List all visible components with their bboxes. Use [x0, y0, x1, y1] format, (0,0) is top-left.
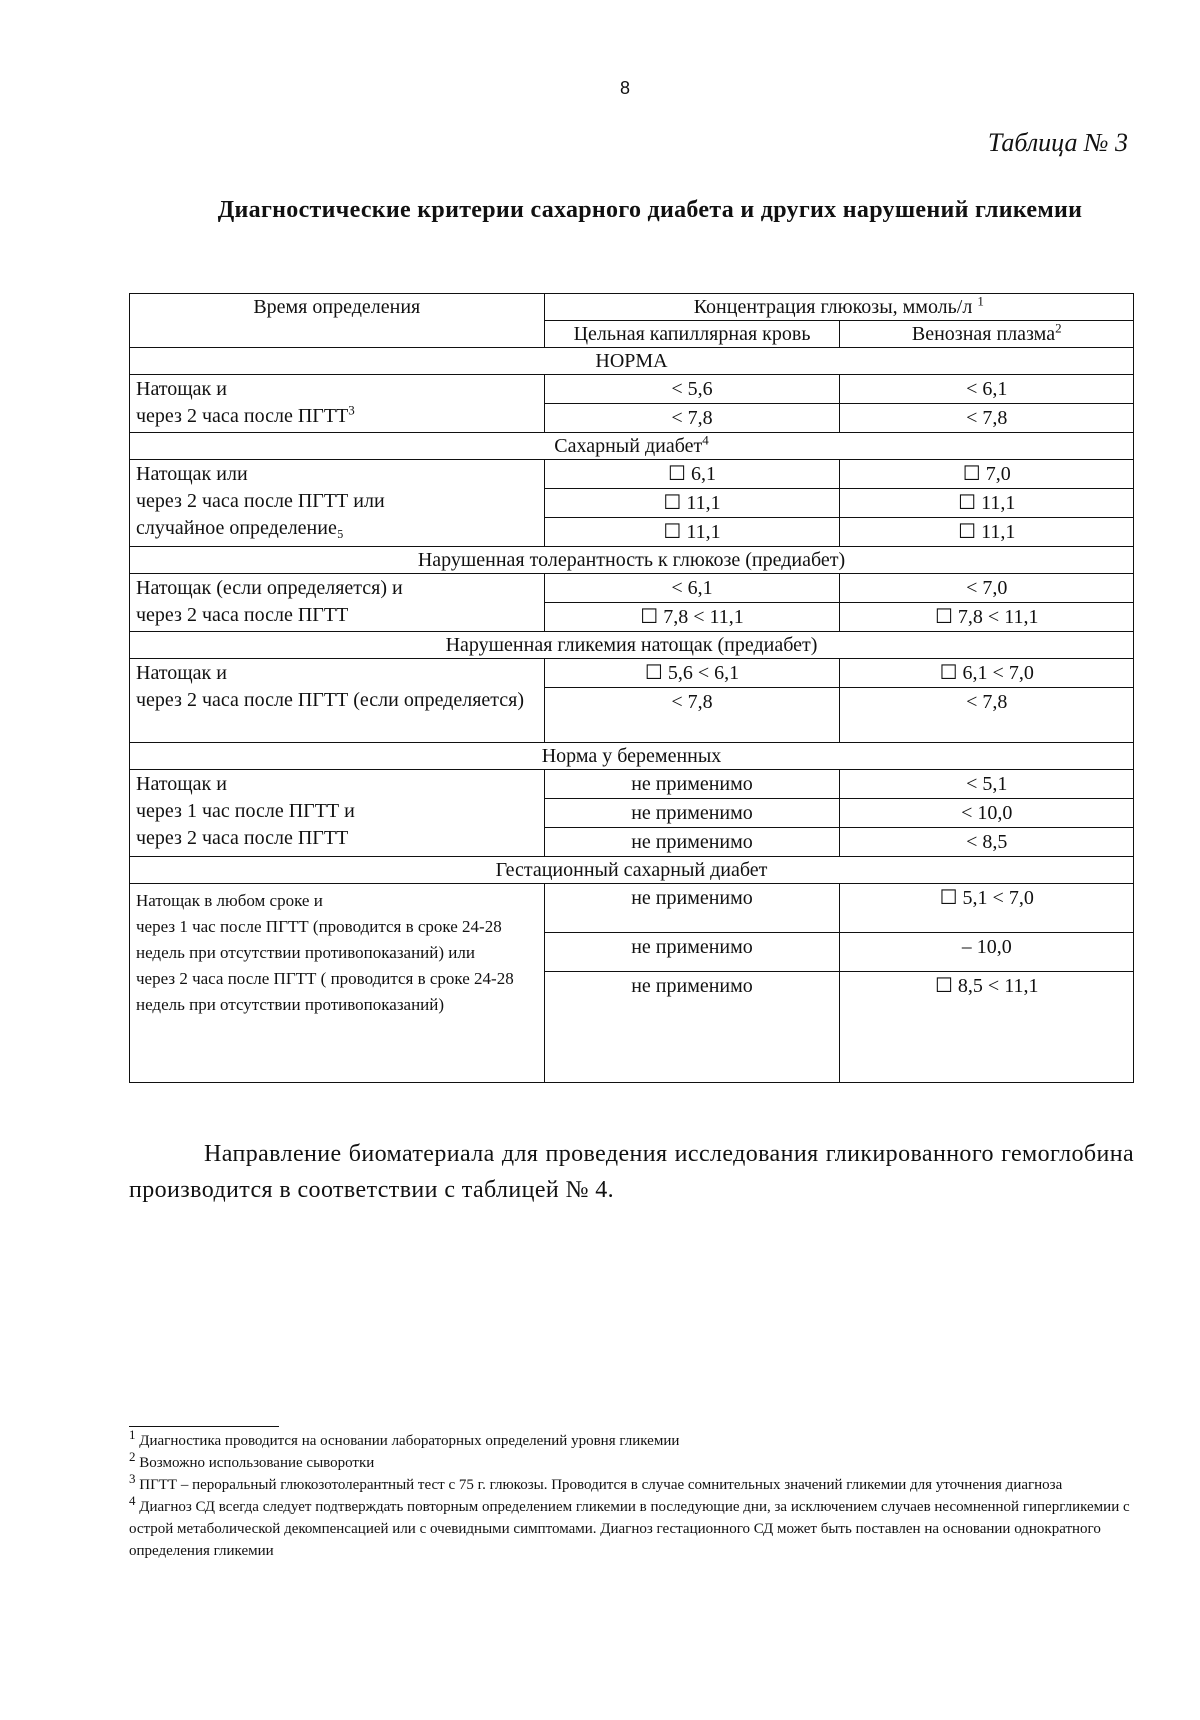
venous-value: < 8,5 [840, 828, 1134, 857]
venous-value: ☐ 5,1 < 7,0 [840, 884, 1134, 933]
capillary-value: < 7,8 [544, 404, 840, 433]
document-title: Диагностические критерии сахарного диабета и других нарушений гликемии [217, 197, 1083, 223]
table-row [130, 460, 1134, 489]
header-venous: Венозная плазма$^2$ [840, 321, 1134, 348]
header-time: Время определения [130, 294, 545, 348]
venous-value: < 5,1 [840, 770, 1134, 799]
diagnostic-criteria-table [129, 293, 1134, 1083]
capillary-value: ☐ 5,6 < 6,1 [544, 659, 840, 688]
capillary-value: ☐ 11,1 [544, 489, 840, 518]
header-concentration: Концентрация глюкозы, ммоль/л $^1$ [544, 294, 1133, 321]
footnote: $^1$ Диагностика проводится на основании лабораторных определений уровня гликемии [129, 1427, 680, 1449]
row-label: Натощак и через 2 часа после ПГТТ (если определяется) [130, 659, 545, 743]
section-row [130, 547, 1134, 574]
venous-value: ☐ 6,1 < 7,0 [840, 659, 1134, 688]
section-gestational-title: Гестационный сахарный диабет [130, 857, 1134, 884]
table-caption: Таблица № 3 [987, 128, 1128, 157]
capillary-value: < 5,6 [544, 375, 840, 404]
capillary-value: ☐ 11,1 [544, 518, 840, 547]
row-label: Натощак и через 2 часа после ПГТТ$^3$ [130, 375, 545, 433]
section-row [130, 433, 1134, 460]
venous-value: < 10,0 [840, 799, 1134, 828]
page-number: 8 [619, 78, 630, 98]
table-row [130, 659, 1134, 688]
venous-value: < 7,0 [840, 574, 1134, 603]
table-row [130, 770, 1134, 799]
row-label: Натощак и через 1 час после ПГТТ и через 2 часа после ПГТТ [130, 770, 545, 857]
venous-value: < 6,1 [840, 375, 1134, 404]
venous-value: ☐ 7,0 [840, 460, 1134, 489]
venous-value: < 7,8 [840, 688, 1134, 743]
section-row [130, 632, 1134, 659]
venous-value: < 7,8 [840, 404, 1134, 433]
section-pregnancy-norm-title: Норма у беременных [130, 743, 1134, 770]
capillary-value: не применимо [544, 799, 840, 828]
capillary-value: < 6,1 [544, 574, 840, 603]
section-row [130, 743, 1134, 770]
capillary-value: < 7,8 [544, 688, 840, 743]
capillary-value: не применимо [544, 770, 840, 799]
footnote: $^4$ Диагноз СД всегда следует подтверждать повторным определением гликемии в последующие дни, за исключением случаев несомненной гипергликемии с острой метаболической декомпенсацией или с очевидными симптомами. Диагноз гестационного СД может быть поставлен на основании однократного определения гликемии [129, 1493, 1130, 1559]
row-label: Натощак в любом сроке и через 1 час после ПГТТ (проводится в сроке 24-28 недель при отсутствии противопоказаний) или через 2 часа после ПГТТ ( проводится в сроке 24-28 недель при отсутствии противопоказаний) [130, 884, 545, 1083]
capillary-value: ☐ 6,1 [544, 460, 840, 489]
table-header-row [130, 294, 1134, 321]
venous-value: ☐ 7,8 < 11,1 [840, 603, 1134, 632]
section-impaired-fasting-title: Нарушенная гликемия натощак (предиабет) [130, 632, 1134, 659]
capillary-value: не применимо [544, 828, 840, 857]
capillary-value: не применимо [544, 972, 840, 1083]
header-capillary: Цельная капиллярная кровь [544, 321, 840, 348]
footnote: $^3$ ПГТТ – пероральный глюкозотолерантный тест с 75 г. глюкозы. Проводится в случае сомнительных значений гликемии для уточнения диагноза [129, 1471, 1063, 1493]
section-diabetes-title: Сахарный диабет$^4$ [130, 433, 1134, 460]
venous-value: ☐ 8,5 < 11,1 [840, 972, 1134, 1083]
table-row [130, 574, 1134, 603]
footnote-divider [129, 1426, 279, 1427]
footnotes [129, 1427, 1134, 1562]
section-row [130, 348, 1134, 375]
section-norm-title: НОРМА [130, 348, 1134, 375]
row-label: Натощак или через 2 часа после ПГТТ или случайное определение₅ [130, 460, 545, 547]
row-label: Натощак (если определяется) и через 2 часа после ПГТТ [130, 574, 545, 632]
venous-value: ⎯ 10,0 [840, 933, 1134, 972]
section-impaired-tolerance-title: Нарушенная толерантность к глюкозе (предиабет) [130, 547, 1134, 574]
capillary-value: ☐ 7,8 < 11,1 [544, 603, 840, 632]
capillary-value: не применимо [544, 933, 840, 972]
capillary-value: не применимо [544, 884, 840, 933]
venous-value: ☐ 11,1 [840, 518, 1134, 547]
table-row [130, 884, 1134, 933]
venous-value: ☐ 11,1 [840, 489, 1134, 518]
body-paragraph: Направление биоматериала для проведения исследования гликированного гемоглобина производится в соответствии с таблицей № 4. [129, 1141, 1134, 1203]
table-row [130, 375, 1134, 404]
section-row [130, 857, 1134, 884]
footnote: $^2$ Возможно использование сыворотки [129, 1449, 375, 1471]
